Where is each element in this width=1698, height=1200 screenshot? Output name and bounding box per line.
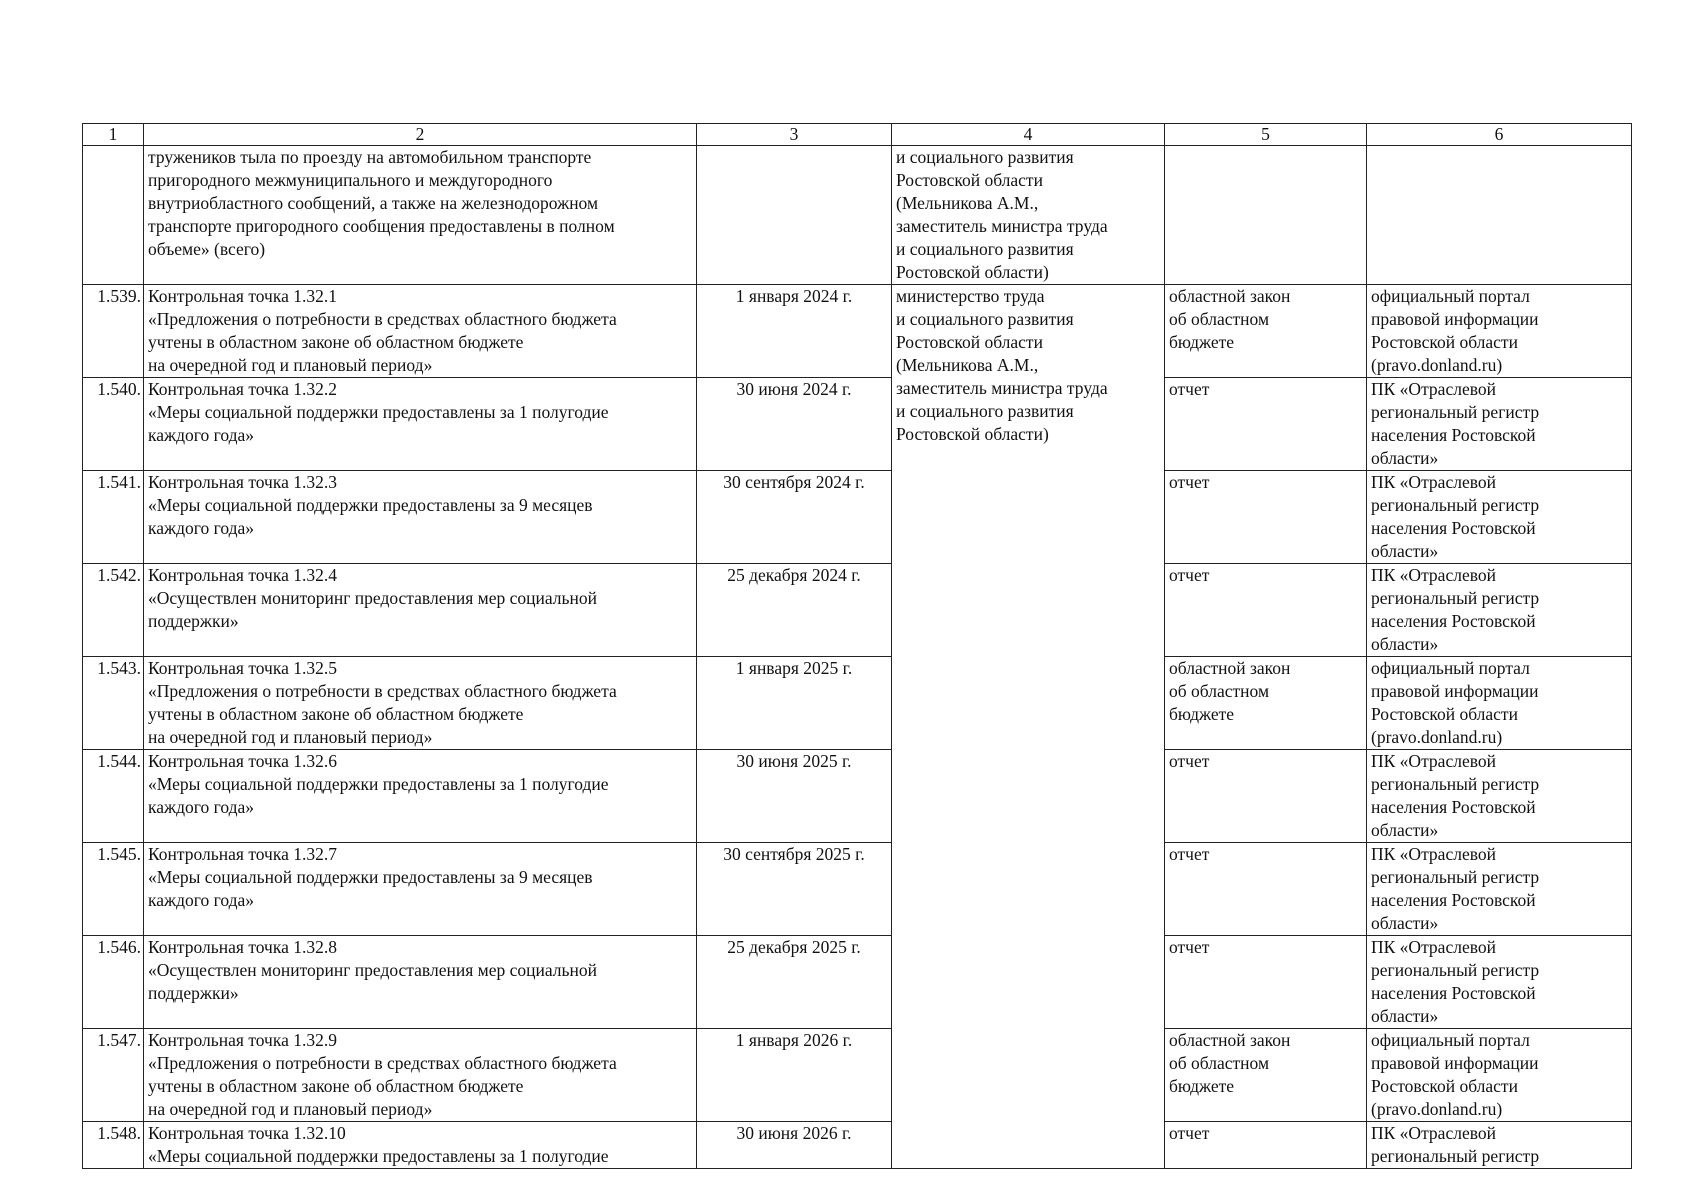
row-number-cell: 1.545. xyxy=(83,843,144,936)
document-type-cell: отчет xyxy=(1165,936,1367,1029)
date-cell: 30 сентября 2025 г. xyxy=(697,843,892,936)
date-cell: 30 июня 2026 г. xyxy=(697,1122,892,1169)
continuation-row xyxy=(83,146,1632,285)
table-row xyxy=(83,843,1632,936)
column-number-6: 6 xyxy=(1367,124,1632,146)
description-cell: Контрольная точка 1.32.5 «Предложения о потребности в средствах областного бюджета учтены в областном законе об областном бюджете на очередной год и плановый период» xyxy=(144,657,697,750)
date-cell: 30 сентября 2024 г. xyxy=(697,471,892,564)
document-type-cell: отчет xyxy=(1165,843,1367,936)
column-number-2: 2 xyxy=(144,124,697,146)
responsible-cell: министерство труда и социального развития Ростовской области (Мельникова А.М., заместитель министра труда и социального развития Ростовской области) xyxy=(892,285,1165,1169)
description-cell: Контрольная точка 1.32.4 «Осуществлен мониторинг предоставления мер социальной поддержки» xyxy=(144,564,697,657)
source-cell: официальный портал правовой информации Ростовской области (pravo.donland.ru) xyxy=(1367,1029,1632,1122)
date-cell: 25 декабря 2024 г. xyxy=(697,564,892,657)
table-row xyxy=(83,378,1632,471)
description-cell: Контрольная точка 1.32.6 «Меры социальной поддержки предоставлены за 1 полугодие каждого года» xyxy=(144,750,697,843)
description-cell: Контрольная точка 1.32.8 «Осуществлен мониторинг предоставления мер социальной поддержки» xyxy=(144,936,697,1029)
source-cell xyxy=(1367,146,1632,285)
row-number-cell: 1.547. xyxy=(83,1029,144,1122)
source-cell: ПК «Отраслевой региональный регистр населения Ростовской области» xyxy=(1367,378,1632,471)
table-row xyxy=(83,657,1632,750)
document-type-cell: областной закон об областном бюджете xyxy=(1165,657,1367,750)
document-type-cell: отчет xyxy=(1165,564,1367,657)
description-cell: Контрольная точка 1.32.7 «Меры социальной поддержки предоставлены за 9 месяцев каждого года» xyxy=(144,843,697,936)
table-row xyxy=(83,1029,1632,1122)
document-type-cell: отчет xyxy=(1165,471,1367,564)
document-type-cell: областной закон об областном бюджете xyxy=(1165,285,1367,378)
date-cell: 30 июня 2024 г. xyxy=(697,378,892,471)
document-type-cell: областной закон об областном бюджете xyxy=(1165,1029,1367,1122)
table-row xyxy=(83,285,1632,378)
control-points-table xyxy=(82,123,1632,1169)
date-cell xyxy=(697,146,892,285)
document-type-cell: отчет xyxy=(1165,750,1367,843)
description-cell: Контрольная точка 1.32.9 «Предложения о потребности в средствах областного бюджета учтены в областном законе об областном бюджете на очередной год и плановый период» xyxy=(144,1029,697,1122)
document-type-cell: отчет xyxy=(1165,1122,1367,1169)
row-number-cell: 1.546. xyxy=(83,936,144,1029)
column-number-row xyxy=(83,124,1632,146)
source-cell: ПК «Отраслевой региональный регистр населения Ростовской области» xyxy=(1367,564,1632,657)
responsible-cell: и социального развития Ростовской области (Мельникова А.М., заместитель министра труда и социального развития Ростовской области) xyxy=(892,146,1165,285)
column-number-1: 1 xyxy=(83,124,144,146)
table-row xyxy=(83,471,1632,564)
source-cell: ПК «Отраслевой региональный регистр населения Ростовской области» xyxy=(1367,471,1632,564)
column-number-3: 3 xyxy=(697,124,892,146)
table-row xyxy=(83,564,1632,657)
source-cell: ПК «Отраслевой региональный регистр населения Ростовской области» xyxy=(1367,936,1632,1029)
row-number-cell: 1.539. xyxy=(83,285,144,378)
column-number-4: 4 xyxy=(892,124,1165,146)
row-number-cell: 1.541. xyxy=(83,471,144,564)
table-row xyxy=(83,1122,1632,1169)
source-cell: официальный портал правовой информации Ростовской области (pravo.donland.ru) xyxy=(1367,657,1632,750)
row-number-cell: 1.542. xyxy=(83,564,144,657)
date-cell: 1 января 2025 г. xyxy=(697,657,892,750)
row-number-cell xyxy=(83,146,144,285)
document-type-cell xyxy=(1165,146,1367,285)
description-cell: Контрольная точка 1.32.2 «Меры социальной поддержки предоставлены за 1 полугодие каждого года» xyxy=(144,378,697,471)
date-cell: 1 января 2024 г. xyxy=(697,285,892,378)
row-number-cell: 1.544. xyxy=(83,750,144,843)
row-number-cell: 1.548. xyxy=(83,1122,144,1169)
description-cell: Контрольная точка 1.32.10 «Меры социальной поддержки предоставлены за 1 полугодие xyxy=(144,1122,697,1169)
table-row xyxy=(83,750,1632,843)
source-cell: ПК «Отраслевой региональный регистр населения Ростовской области» xyxy=(1367,750,1632,843)
document-type-cell: отчет xyxy=(1165,378,1367,471)
source-cell: ПК «Отраслевой региональный регистр населения Ростовской области» xyxy=(1367,843,1632,936)
date-cell: 1 января 2026 г. xyxy=(697,1029,892,1122)
column-number-5: 5 xyxy=(1165,124,1367,146)
description-cell: Контрольная точка 1.32.3 «Меры социальной поддержки предоставлены за 9 месяцев каждого года» xyxy=(144,471,697,564)
row-number-cell: 1.540. xyxy=(83,378,144,471)
source-cell: ПК «Отраслевой региональный регистр xyxy=(1367,1122,1632,1169)
table-row xyxy=(83,936,1632,1029)
date-cell: 30 июня 2025 г. xyxy=(697,750,892,843)
description-cell: Контрольная точка 1.32.1 «Предложения о потребности в средствах областного бюджета учтены в областном законе об областном бюджете на очередной год и плановый период» xyxy=(144,285,697,378)
date-cell: 25 декабря 2025 г. xyxy=(697,936,892,1029)
description-cell: тружеников тыла по проезду на автомобильном транспорте пригородного межмуниципального и междугородного внутриобластного сообщений, а также на железнодорожном транспорте пригородного сообщения предоставлены в полном объеме» (всего) xyxy=(144,146,697,285)
row-number-cell: 1.543. xyxy=(83,657,144,750)
source-cell: официальный портал правовой информации Ростовской области (pravo.donland.ru) xyxy=(1367,285,1632,378)
